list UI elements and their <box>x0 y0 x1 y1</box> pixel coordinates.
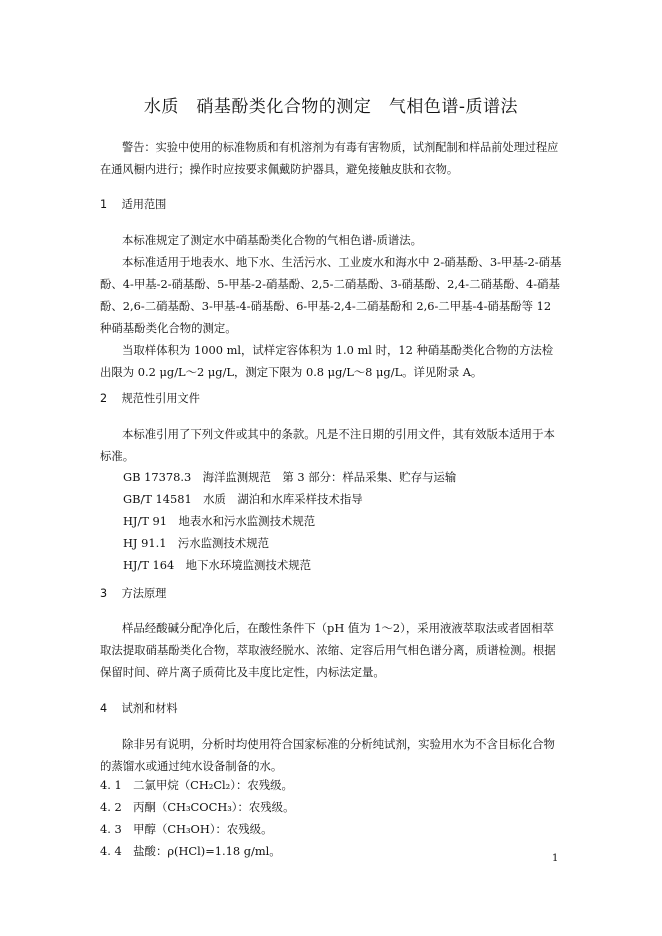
section-1-paragraph-1: 本标准规定了测定水中硝基酚类化合物的气相色谱-质谱法。 <box>122 233 423 247</box>
reference-item: HJ 91.1 污水监测技术规范 <box>123 536 269 550</box>
reference-item: GB/T 14581 水质 湖泊和水库采样技术指导 <box>123 492 363 506</box>
section-2-heading <box>100 390 200 406</box>
item-text: 丙酮（CH₃COCH₃）：农残级。 <box>133 800 295 814</box>
reference-item: GB 17378.3 海洋监测规范 第 3 部分：样品采集、贮存与运输 <box>123 470 457 484</box>
reagent-item <box>100 821 272 837</box>
item-text: 盐酸：ρ(HCl)=1.18 g/ml。 <box>133 844 281 858</box>
page-number: 1 <box>552 853 559 864</box>
reagent-item <box>100 777 293 793</box>
section-1-paragraph-3: 当取样体积为 1000 ml，试样定容体积为 1.0 ml 时，12 种硝基酚类化合物的方法检出限为 0.2 μg/L～2 μg/L，测定下限为 0.8 μg/L～8 μg/L。详见附录 A。 <box>100 343 554 379</box>
section-number: 2 <box>100 392 108 405</box>
item-text: 甲醇（CH₃OH）：农残级。 <box>133 822 273 836</box>
warning-text: 警告：实验中使用的标准物质和有机溶剂为有毒有害物质，试剂配制和样品前处理过程应在通风橱内进行；操作时应按要求佩戴防护器具，避免接触皮肤和衣物。 <box>100 141 559 176</box>
item-number: 4. 2 <box>100 800 122 814</box>
section-2-paragraph-1: 本标准引用了下列文件或其中的条款。凡是不注日期的引用文件，其有效版本适用于本标准。 <box>100 427 555 463</box>
section-title: 规范性引用文件 <box>121 392 200 405</box>
section-number: 4 <box>100 702 108 715</box>
section-1-paragraph-2: 本标准适用于地表水、地下水、生活污水、工业废水和海水中 2-硝基酚、3-甲基-2-硝基酚、4-甲基-2-硝基酚、5-甲基-2-硝基酚、2,5-二硝基酚、3-硝基酚、2,4-二硝基酚、4-硝基酚、2,6-二硝基酚、3-甲基-4-硝基酚、6-甲基-2,4-二硝基酚和 2,6-二甲基-4-硝基酚等 12 种硝基酚类化合物的测定。 <box>100 255 562 335</box>
item-number: 4. 3 <box>100 822 122 836</box>
section-3-heading <box>100 585 166 601</box>
reagent-item <box>100 799 294 815</box>
section-number: 1 <box>100 198 108 211</box>
warning-paragraph <box>100 137 562 181</box>
item-number: 4. 1 <box>100 778 122 792</box>
section-3-paragraph-1: 样品经酸碱分配净化后，在酸性条件下（pH 值为 1～2），采用液液萃取法或者固相萃取法提取硝基酚类化合物，萃取液经脱水、浓缩、定容后用气相色谱分离，质谱检测。根据保留时间、碎片离子质荷比及丰度比定性，内标法定量。 <box>100 621 556 679</box>
section-number: 3 <box>100 587 108 600</box>
reference-item: HJ/T 91 地表水和污水监测技术规范 <box>123 514 316 528</box>
reference-item: HJ/T 164 地下水环境监测技术规范 <box>123 558 311 572</box>
document-title: 水质 硝基酚类化合物的测定 气相色谱-质谱法 <box>143 97 519 117</box>
section-title: 适用范围 <box>121 198 167 211</box>
item-number: 4. 4 <box>100 844 122 858</box>
section-1-heading <box>100 196 166 212</box>
section-title: 方法原理 <box>121 587 167 600</box>
item-text: 二氯甲烷（CH₂Cl₂）：农残级。 <box>133 778 293 792</box>
reagent-item <box>100 843 281 859</box>
section-4-paragraph-1: 除非另有说明，分析时均使用符合国家标准的分析纯试剂，实验用水为不含目标化合物的蒸馏水或通过纯水设备制备的水。 <box>100 737 555 773</box>
section-title: 试剂和材料 <box>121 702 178 715</box>
section-4-heading <box>100 700 178 716</box>
